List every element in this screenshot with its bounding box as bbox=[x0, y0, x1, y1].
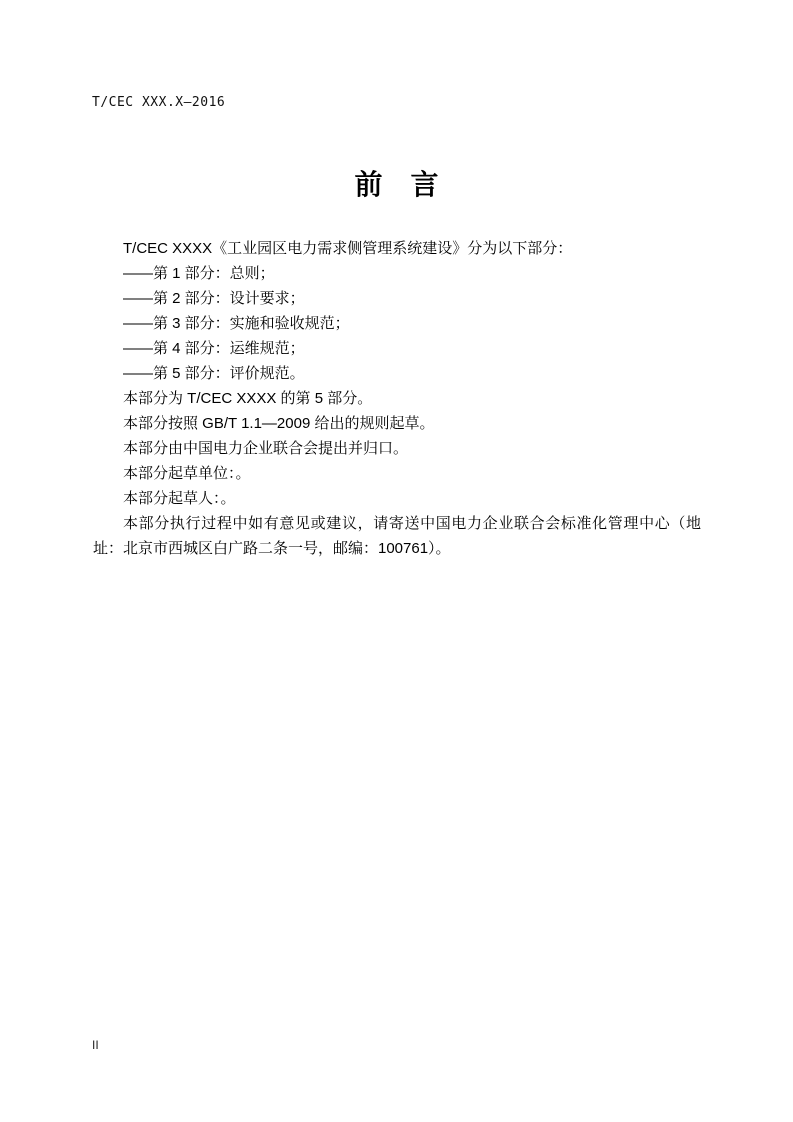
statement-paragraph: 本部分按照 GB/T 1.1—2009 给出的规则起草。 bbox=[123, 415, 435, 432]
part-list-item: ——第 4 部分：运维规范； bbox=[123, 340, 305, 357]
part-list-item: ——第 3 部分：实施和验收规范； bbox=[123, 315, 350, 332]
part-list-item: ——第 5 部分：评价规范。 bbox=[123, 365, 305, 382]
part-list-item: ——第 2 部分：设计要求； bbox=[123, 290, 305, 307]
statement-paragraph: 本部分为 T/CEC XXXX 的第 5 部分。 bbox=[123, 390, 373, 407]
part-list-item: ——第 1 部分：总则； bbox=[123, 265, 275, 282]
page-title: 前 言 bbox=[354, 169, 439, 200]
statement-paragraph: 本部分执行过程中如有意见或建议，请寄送中国电力企业联合会标准化管理中心（地址：北京市西城区白广路二条一号，邮编：100761）。 bbox=[93, 515, 701, 557]
statement-paragraph: 本部分由中国电力企业联合会提出并归口。 bbox=[123, 440, 409, 457]
document-body bbox=[93, 236, 701, 561]
statement-paragraph: 本部分起草人：。 bbox=[123, 490, 236, 507]
page-number: II bbox=[92, 1038, 99, 1052]
standard-number-header: T/CEC XXX.X—2016 bbox=[92, 95, 226, 110]
intro-paragraph: T/CEC XXXX《工业园区电力需求侧管理系统建设》分为以下部分： bbox=[123, 240, 573, 257]
statement-paragraph: 本部分起草单位：。 bbox=[123, 465, 251, 482]
